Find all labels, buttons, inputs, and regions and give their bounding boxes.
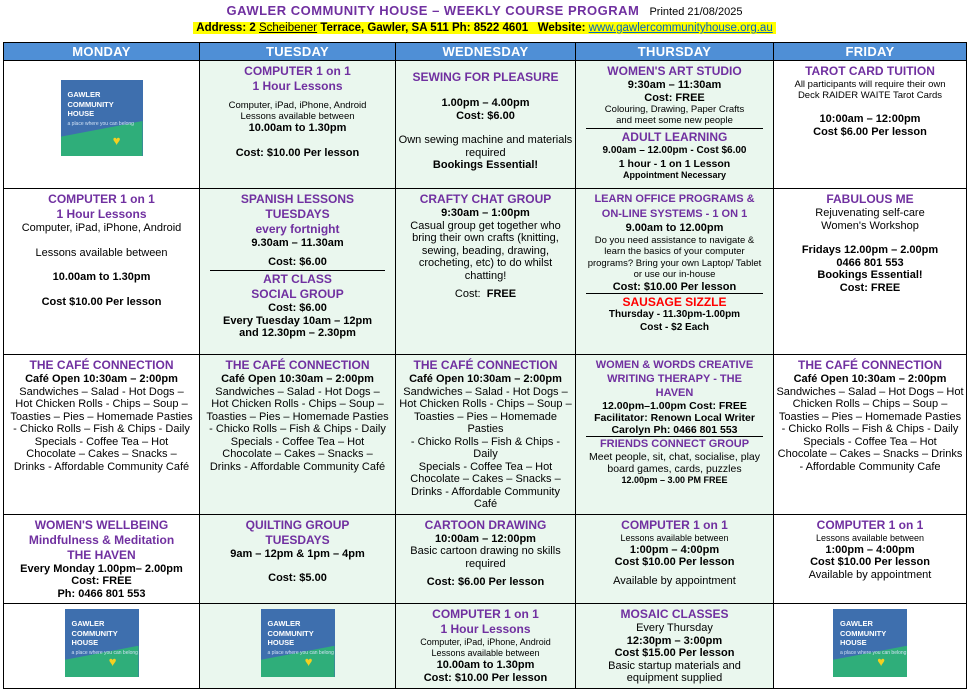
class-subtitle: Mindfulness & Meditation — [28, 532, 175, 547]
class-cost: Cost $10.00 Per lesson — [614, 556, 735, 568]
cafe-menu-line: Specials - Coffee Tea – Hot — [34, 435, 169, 448]
cell-thu-computer — [576, 514, 774, 604]
class-time: Every Monday 1.00pm– 2.00pm — [20, 562, 183, 575]
cafe-hours: Café Open 10:30am – 2:00pm — [221, 373, 374, 385]
class-time: 10.00am to 1.30pm — [436, 659, 535, 671]
class-desc: learn the basics of your computer — [604, 246, 745, 257]
class-desc: and meet some new people — [616, 115, 733, 126]
class-cost: Cost: $6.00 — [268, 302, 327, 314]
class-facilitator: Facilitator: Renown Local Writer — [594, 412, 755, 424]
cafe-hours: Café Open 10:30am – 2:00pm — [409, 373, 562, 385]
cell-fri-cafe — [774, 355, 967, 515]
class-title: ADULT LEARNING — [621, 130, 728, 144]
class-desc: Lessons available between — [431, 648, 540, 658]
class-desc: Women's Workshop — [821, 219, 919, 232]
website-link[interactable]: www.gawlercommunityhouse.org.au — [588, 22, 773, 34]
cell-tue-spanish-art — [200, 189, 396, 355]
heart-icon: ♥ — [877, 653, 885, 669]
class-subtitle: 1 Hour Lessons — [56, 207, 147, 221]
cafe-menu-line: Drinks - Affordable Community Café — [209, 460, 386, 473]
schedule-row-3 — [4, 355, 967, 515]
class-cost: Cost: $5.00 — [268, 572, 327, 584]
logo-text-line1: GAWLER — [840, 619, 873, 628]
class-desc: chatting! — [464, 269, 507, 282]
page-header — [0, 0, 969, 40]
class-phone: Ph: 0466 801 553 — [57, 587, 146, 600]
cafe-menu-line: Drinks - Affordable Community Café — [411, 485, 560, 510]
cafe-menu-line: - Chicko Rolls – Fish & Chips - Daily — [410, 435, 561, 460]
cell-mon-logo — [4, 61, 200, 189]
class-desc: Casual group get together who — [410, 219, 561, 232]
cafe-menu-line: Chocolate – Cakes – Snacks – — [222, 448, 373, 460]
cafe-title: THE CAFÉ CONNECTION — [29, 358, 174, 372]
class-title: CARTOON DRAWING — [424, 517, 547, 532]
address-street: Scheibener — [258, 22, 318, 34]
class-title: SAUSAGE SIZZLE — [622, 295, 727, 309]
cell-fri-tarot — [774, 61, 967, 189]
cafe-menu-line: Hot Chicken Rolls - Chips – Soup – — [211, 398, 384, 410]
divider — [586, 293, 763, 294]
class-cost: Cost: $10.00 Per lesson — [612, 280, 737, 293]
class-desc: Basic startup materials and — [608, 659, 741, 672]
class-time: 10.00am to 1.30pm — [248, 122, 347, 134]
class-title: FABULOUS ME — [826, 192, 914, 206]
class-subtitle: TUESDAYS — [265, 532, 330, 547]
class-cost: Cost: FREE — [644, 91, 705, 104]
class-title: LEARN OFFICE PROGRAMS & — [594, 193, 755, 205]
class-desc: board games, cards, puzzles — [607, 463, 742, 475]
class-desc: Deck RAIDER WAITE Tarot Cards — [797, 90, 943, 101]
day-header-row — [4, 43, 967, 61]
class-note: Available by appointment — [808, 568, 932, 581]
class-title: COMPUTER 1 on 1 — [432, 607, 539, 621]
weekly-schedule-table — [3, 42, 967, 689]
cafe-title: THE CAFÉ CONNECTION — [225, 358, 370, 372]
community-house-logo — [261, 609, 335, 677]
class-desc: Computer, iPad, iPhone, Android — [420, 637, 551, 647]
cell-fri-fabulous-me — [774, 189, 967, 355]
cafe-menu-line: Drinks - Affordable Community Café — [13, 460, 190, 473]
class-cost: Cost - $2 Each — [640, 321, 709, 333]
logo-tagline: a place where you can belong — [840, 649, 907, 656]
class-desc: Computer, iPad, iPhone, Android — [21, 222, 182, 234]
cell-thu-writing-friends — [576, 355, 774, 515]
class-time: 10.00am to 1.30pm — [52, 271, 151, 283]
class-time: 1:00pm – 4:00pm — [629, 543, 720, 556]
cafe-title: THE CAFÉ CONNECTION — [798, 358, 942, 372]
cell-thu-art-studio — [576, 61, 774, 189]
class-desc: Lessons available between — [35, 246, 168, 259]
class-time: 12:30pm – 3:00pm — [626, 634, 723, 647]
heart-icon: ♥ — [304, 653, 313, 669]
class-note: Available by appointment — [613, 574, 736, 587]
class-time: 9.30am – 11.30am — [251, 237, 344, 249]
cell-wed-sewing — [396, 61, 576, 189]
schedule-row-5 — [4, 604, 967, 689]
logo-text-line3: HOUSE — [71, 638, 99, 647]
class-cost: Cost: $10.00 Per lesson — [423, 671, 548, 684]
class-time: 9:30am – 11:30am — [627, 79, 722, 91]
class-title: COMPUTER 1 on 1 — [621, 517, 728, 532]
class-desc: Lessons available between — [620, 532, 729, 543]
class-time: Thursday - 11.30pm-1.00pm — [608, 309, 741, 320]
class-desc: or use our in-house — [633, 269, 716, 280]
logo-text-line1: GAWLER — [71, 619, 105, 628]
class-time: 9.00am to 12.00pm — [625, 222, 724, 234]
class-title: COMPUTER 1 on 1 — [48, 192, 155, 206]
cell-wed-cafe — [396, 355, 576, 515]
class-desc: programs? Bring your own Laptop/ Tablet — [587, 257, 762, 269]
cafe-menu-line: Hot Chicken Rolls - Chips – Soup – — [15, 398, 188, 410]
logo-text-line2: COMMUNITY — [71, 628, 118, 638]
class-cost — [398, 288, 573, 301]
class-title: WOMEN'S ART STUDIO — [607, 64, 742, 78]
class-desc: required — [465, 146, 506, 159]
cafe-menu-line: Specials - Coffee Tea – Hot — [803, 435, 937, 448]
class-title: COMPUTER 1 on 1 — [816, 517, 924, 532]
class-note: Appointment Necessary — [622, 170, 727, 180]
heart-icon: ♥ — [108, 653, 117, 669]
logo-tagline: a place where you can belong — [67, 120, 134, 127]
cell-tue-computer — [200, 61, 396, 189]
class-title: SEWING FOR PLEASURE — [412, 70, 559, 84]
cafe-menu-line: Toasties – Pies – Homemade Pasties — [10, 410, 193, 423]
cafe-menu-line: Toasties – Pies – Homemade Pasties — [206, 410, 389, 423]
logo-tagline: a place where you can belong — [71, 649, 138, 656]
cafe-menu-line: Chocolate – Cakes – Snacks – Drinks — [777, 448, 963, 460]
logo-text-line3: HOUSE — [67, 109, 95, 118]
class-time: 1:00pm – 4:00pm — [825, 543, 915, 556]
cafe-menu-line: Sandwiches – Salad – Hot Dogs – Hot — [776, 385, 964, 398]
class-desc: Do you need assistance to navigate & — [594, 234, 755, 246]
cell-tue-logo-bottom — [200, 604, 396, 689]
day-header-tuesday: TUESDAY — [200, 43, 396, 61]
class-time: Fridays 12.00pm – 2.00pm — [801, 244, 939, 256]
class-cost: Cost: $6.00 Per lesson — [426, 576, 545, 588]
class-desc: Basic cartoon drawing no skills — [410, 545, 561, 557]
printed-date: Printed 21/08/2025 — [649, 6, 743, 18]
cell-wed-computer — [396, 604, 576, 689]
class-subtitle: 1 Hour Lessons — [440, 622, 531, 636]
cafe-title: THE CAFÉ CONNECTION — [413, 358, 558, 372]
cafe-menu-line: - Chicko Rolls – Fish & Chips - Daily — [209, 423, 386, 435]
class-cost: Cost $10.00 Per lesson — [41, 295, 162, 308]
website-label: Website — [537, 22, 582, 34]
class-title: WRITING THERAPY - THE — [607, 373, 742, 385]
class-time: 10:00am – 12:00pm — [435, 532, 536, 545]
cafe-menu-line: - Chicko Rolls – Fish & Chips - Daily — [781, 423, 959, 435]
class-phone: 0466 801 553 — [836, 256, 904, 269]
cafe-menu-line: Specials - Coffee Tea – Hot — [230, 435, 365, 448]
class-time: 1.00pm – 4.00pm — [441, 97, 530, 109]
class-subtitle: SOCIAL GROUP — [251, 287, 344, 301]
logo-text-line2: COMMUNITY — [840, 628, 887, 638]
cafe-menu-line: Hot Chicken Rolls - Chips – Soup – — [399, 398, 572, 410]
logo-text-line2: COMMUNITY — [267, 628, 314, 638]
logo-text-line1: GAWLER — [267, 619, 301, 628]
class-subtitle: every fortnight — [255, 222, 340, 236]
cell-tue-quilting — [200, 514, 396, 604]
class-time: and 12.30pm – 2.30pm — [239, 327, 356, 339]
cafe-menu-line: Sandwiches – Salad - Hot Dogs – — [19, 385, 184, 398]
class-note: Bookings Essential! — [817, 269, 923, 281]
cafe-menu-line: Toasties – Pies – Homemade Pasties — [413, 410, 558, 435]
class-subtitle: 1 Hour Lessons — [252, 79, 343, 93]
day-header-wednesday: WEDNESDAY — [396, 43, 576, 61]
class-cost: Cost $6.00 Per lesson — [813, 125, 927, 138]
heart-icon: ♥ — [112, 132, 121, 148]
schedule-row-1 — [4, 61, 967, 189]
cell-thu-mosaic — [576, 604, 774, 689]
class-desc: Meet people, sit, chat, socialise, play — [588, 451, 760, 463]
cafe-menu-line: - Chicko Rolls – Fish & Chips - Daily — [13, 423, 190, 435]
cost-value: FREE — [486, 288, 517, 300]
class-desc: crocheting, etc) to do whilst — [418, 257, 553, 269]
cafe-menu-line: Specials - Coffee Tea – Hot — [418, 460, 553, 473]
class-cost: Cost $10.00 Per lesson — [810, 556, 930, 568]
day-header-friday: FRIDAY — [774, 43, 967, 61]
class-title: TAROT CARD TUITION — [805, 64, 935, 78]
class-desc: required — [465, 557, 506, 570]
cell-fri-logo-bottom — [774, 604, 967, 689]
divider — [210, 270, 385, 271]
class-desc: Lessons available between — [815, 532, 925, 543]
cell-wed-crafty-chat — [396, 189, 576, 355]
logo-text-line2: COMMUNITY — [67, 99, 114, 109]
cell-mon-logo-bottom — [4, 604, 200, 689]
class-subtitle: TUESDAYS — [265, 207, 330, 221]
cell-thu-office-sausage — [576, 189, 774, 355]
address-label: Address — [196, 22, 243, 34]
cafe-menu-line: Chicken Rolls – Chips – Soup – — [792, 398, 948, 410]
divider — [586, 128, 763, 129]
address-line: Address: 2 Scheibener Terrace, Gawler, SA 511 Ph: 8522 4601 Website: www.gawlercommunityhouse.org.au — [193, 22, 775, 34]
logo-text-line3: HOUSE — [267, 638, 295, 647]
cell-tue-cafe — [200, 355, 396, 515]
class-time: 9am – 12pm & 1pm – 4pm — [230, 547, 365, 560]
class-title: WOMEN'S WELLBEING — [34, 517, 169, 532]
address-pre: : 2 — [242, 22, 259, 34]
class-title: HAVEN — [655, 387, 694, 399]
class-desc: sewing, beading, drawing, — [421, 244, 550, 257]
page-title-line — [0, 3, 969, 18]
schedule-row-4 — [4, 514, 967, 604]
class-time: 9.00am – 12.00pm - Cost $6.00 — [602, 145, 747, 156]
cost-label: Cost: — [454, 288, 481, 300]
cell-fri-computer — [774, 514, 967, 604]
day-header-monday: MONDAY — [4, 43, 200, 61]
class-title: FRIENDS CONNECT GROUP — [599, 438, 750, 450]
community-house-logo — [61, 80, 143, 156]
day-header-thursday: THURSDAY — [576, 43, 774, 61]
class-title: SPANISH LESSONS — [240, 192, 355, 206]
class-title: CRAFTY CHAT GROUP — [419, 192, 552, 206]
class-cost: Cost: $6.00 — [268, 255, 327, 268]
class-title: ON-LINE SYSTEMS - 1 ON 1 — [601, 208, 748, 220]
logo-text-line1: GAWLER — [67, 90, 101, 99]
class-desc: equipment supplied — [626, 672, 723, 684]
phone-label: Ph — [452, 22, 467, 34]
class-desc: Colouring, Drawing, Paper Crafts — [604, 104, 745, 115]
class-title: WOMEN & WORDS CREATIVE — [595, 359, 754, 371]
cell-mon-cafe — [4, 355, 200, 515]
class-time: 9:30am – 1:00pm — [441, 207, 530, 219]
page-title: GAWLER COMMUNITY HOUSE – WEEKLY COURSE PROGRAM — [226, 3, 640, 18]
class-desc: 1 hour - 1 on 1 Lesson — [618, 157, 731, 170]
class-desc: Computer, iPad, iPhone, Android — [228, 100, 367, 111]
class-time: 12.00pm – 3.00 PM FREE — [621, 475, 728, 485]
address-post: Terrace, Gawler, SA 511 — [317, 22, 453, 34]
class-cost: Cost $15.00 Per lesson — [614, 647, 735, 659]
cafe-hours: Café Open 10:30am – 2:00pm — [793, 373, 947, 385]
community-house-logo — [65, 609, 139, 677]
class-title: ART CLASS — [263, 272, 332, 286]
divider — [586, 436, 763, 437]
logo-tagline: a place where you can belong — [267, 649, 334, 656]
phone-value: : 8522 4601 — [466, 22, 529, 34]
cell-wed-cartoon — [396, 514, 576, 604]
class-subtitle: THE HAVEN — [67, 547, 136, 562]
class-title: MOSAIC CLASSES — [620, 607, 729, 621]
class-desc: All participants will require their own — [794, 79, 946, 90]
community-house-logo — [833, 609, 907, 677]
class-cost: Cost: $6.00 — [456, 109, 515, 122]
cafe-menu-line: Chocolate – Cakes – Snacks – — [410, 473, 561, 485]
cafe-menu-line: Sandwiches – Salad - Hot Dogs – — [403, 385, 568, 398]
class-note: Bookings Essential! — [432, 159, 539, 171]
class-title: COMPUTER 1 on 1 — [244, 64, 351, 78]
logo-text-line3: HOUSE — [840, 638, 867, 647]
class-cost: Cost: $10.00 Per lesson — [235, 146, 360, 159]
class-cost: Cost: FREE — [71, 575, 132, 587]
class-desc: Every Thursday — [636, 622, 713, 634]
cafe-menu-line: Chocolate – Cakes – Snacks – — [26, 448, 177, 460]
cell-mon-computer — [4, 189, 200, 355]
cell-mon-wellbeing — [4, 514, 200, 604]
class-title: QUILTING GROUP — [245, 517, 350, 532]
class-desc: Own sewing machine and materials — [398, 134, 573, 146]
class-time: Every Tuesday 10am – 12pm — [223, 314, 372, 327]
cafe-hours: Café Open 10:30am – 2:00pm — [25, 373, 178, 385]
class-desc: bring their own crafts (knitting, — [412, 232, 559, 244]
cafe-menu-line: Sandwiches – Salad - Hot Dogs – — [215, 385, 380, 398]
class-contact: Carolyn Ph: 0466 801 553 — [611, 424, 738, 436]
cafe-menu-line: Toasties – Pies – Homemade Pasties — [778, 410, 962, 423]
class-desc: Lessons available between — [240, 111, 355, 122]
cafe-menu-line: - Affordable Community Cafe — [799, 460, 941, 473]
class-cost: Cost: FREE — [839, 281, 901, 294]
class-desc: Rejuvenating self-care — [815, 207, 925, 219]
schedule-row-2 — [4, 189, 967, 355]
class-time: 12.00pm–1.00pm Cost: FREE — [602, 400, 747, 412]
class-time: 10:00am – 12:00pm — [819, 113, 921, 125]
